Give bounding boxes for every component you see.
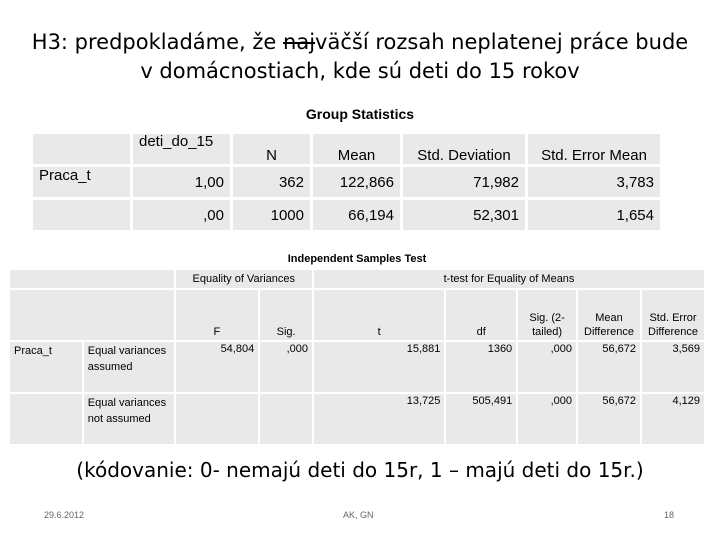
table-cell: 56,672: [577, 393, 641, 445]
footer-date: 29.6.2012: [44, 510, 85, 520]
table-cell: 3,569: [641, 341, 705, 393]
table-cell: 71,982: [402, 166, 527, 199]
title-line-1: [20, 28, 700, 57]
footer-author: AK, GN: [343, 510, 374, 520]
table-cell: 15,881: [313, 341, 445, 393]
table-group-header-row: [9, 269, 705, 289]
table-cell: 56,672: [577, 341, 641, 393]
column-header: Std. Deviation: [402, 133, 527, 166]
title-line-2: v domácnostiach, kde sú deti do 15 rokov: [140, 59, 580, 83]
coding-note: (kódovanie: 0- nemajú deti do 15r, 1 – majú deti do 15r.): [76, 458, 644, 482]
row-variable-label: Praca_t: [32, 166, 132, 199]
column-header: df: [445, 289, 517, 341]
table-cell: ,000: [517, 341, 577, 393]
table-cell: ,000: [517, 393, 577, 445]
table-cell: 505,491: [445, 393, 517, 445]
column-header: Sig. (2-tailed): [517, 289, 577, 341]
table-cell: [175, 393, 260, 445]
column-header: Sig.: [259, 289, 313, 341]
column-header: F: [175, 289, 260, 341]
table-cell: ,00: [132, 199, 232, 232]
column-header: t: [313, 289, 445, 341]
independent-samples-test-heading: Independent Samples Test: [9, 249, 705, 269]
group-statistics-heading: Group Statistics: [305, 106, 415, 122]
table-cell: 66,194: [312, 199, 402, 232]
footer-page-number: 18: [664, 510, 675, 520]
row-label: Equal variances not assumed: [83, 393, 175, 445]
column-header: Std. Error Difference: [641, 289, 705, 341]
table-cell: 54,804: [175, 341, 260, 393]
column-header: Mean: [312, 133, 402, 166]
table-cell: 1360: [445, 341, 517, 393]
column-header: Mean Difference: [577, 289, 641, 341]
title-strikethrough: naj: [283, 30, 316, 54]
title-line-1-post: väčší rozsah neplatenej práce bude: [315, 30, 689, 54]
table-cell: 1,00: [132, 166, 232, 199]
column-group-header: Equality of Variances: [175, 269, 314, 289]
independent-samples-test-table: [8, 248, 706, 446]
table-row: [9, 341, 705, 393]
table-cell: 13,725: [313, 393, 445, 445]
table-cell: 362: [232, 166, 312, 199]
table-cell: 3,783: [527, 166, 662, 199]
title-line-1-pre: H3: predpokladáme, že: [31, 30, 284, 54]
row-variable-label: Praca_t: [9, 341, 83, 393]
table-cell: ,000: [259, 341, 313, 393]
column-header: Std. Error Mean: [527, 133, 662, 166]
group-variable-label: deti_do_15: [132, 133, 232, 166]
table-header-row: [32, 133, 662, 166]
table-cell: 1,654: [527, 199, 662, 232]
column-group-header: t-test for Equality of Means: [313, 269, 705, 289]
table-cell: 1000: [232, 199, 312, 232]
table-cell: 4,129: [641, 393, 705, 445]
column-header: N: [232, 133, 312, 166]
table-cell: 122,866: [312, 166, 402, 199]
table-header-row: [9, 289, 705, 341]
table-row: [32, 199, 662, 232]
table-cell: [259, 393, 313, 445]
table-row: [9, 393, 705, 445]
slide-title: [20, 28, 700, 86]
group-statistics-table: [30, 131, 663, 233]
row-label: Equal variances assumed: [83, 341, 175, 393]
table-cell: 52,301: [402, 199, 527, 232]
table-row: [32, 166, 662, 199]
